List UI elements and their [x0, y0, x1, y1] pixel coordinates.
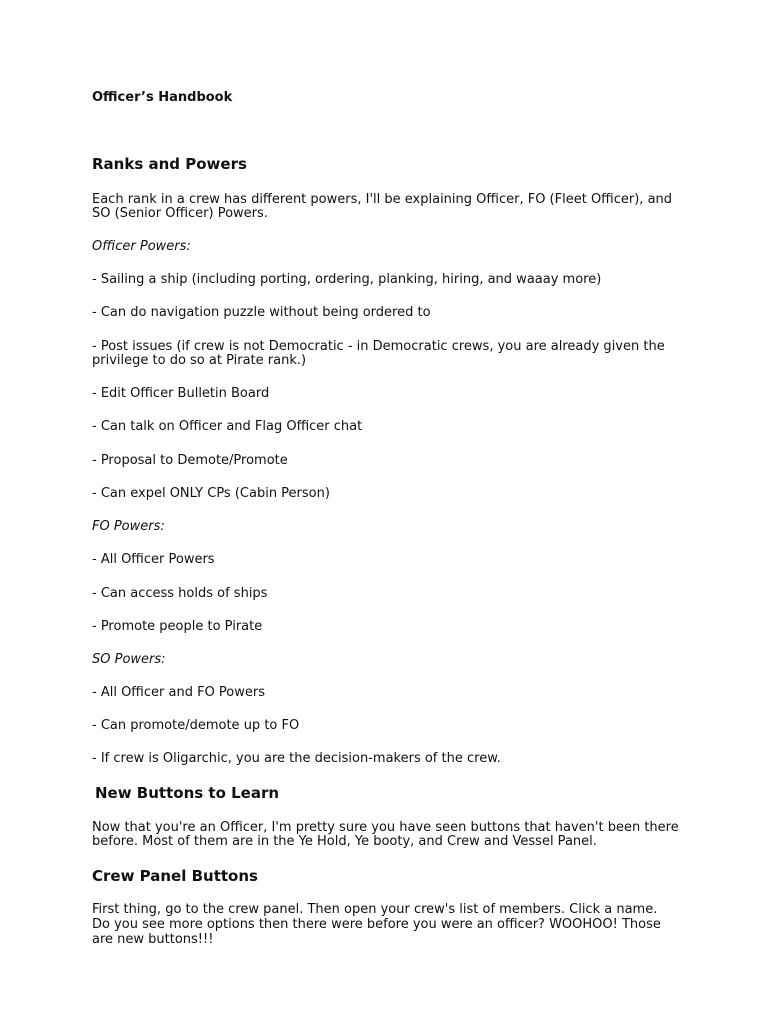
so-powers-label: SO Powers: — [92, 652, 166, 667]
ranks-intro-line-1: Each rank in a crew has different powers, I'll be explaining Officer, FO (Fleet Officer), and — [92, 192, 673, 207]
heading-new-buttons: New Buttons to Learn — [95, 784, 280, 802]
buttons-text-line-1: Now that you're an Officer, I'm pretty sure you have seen buttons that haven't been there — [92, 820, 679, 835]
officer-power-item: privilege to do so at Pirate rank.) — [92, 353, 307, 368]
crew-panel-text-line-3: are new buttons!!! — [92, 932, 214, 947]
officer-power-item: - Edit Officer Bulletin Board — [92, 386, 270, 401]
fo-power-item: - All Officer Powers — [92, 552, 215, 567]
officer-power-item: - Can expel ONLY CPs (Cabin Person) — [92, 486, 330, 501]
document-title: Officer’s Handbook — [92, 90, 233, 105]
heading-ranks-and-powers: Ranks and Powers — [92, 155, 247, 173]
fo-power-item: - Promote people to Pirate — [92, 619, 263, 634]
heading-crew-panel-buttons: Crew Panel Buttons — [92, 867, 258, 885]
so-power-item: - If crew is Oligarchic, you are the decision-makers of the crew. — [92, 751, 501, 766]
ranks-intro-line-2: SO (Senior Officer) Powers. — [92, 206, 268, 221]
fo-power-item: - Can access holds of ships — [92, 586, 268, 601]
crew-panel-text-line-2: Do you see more options then there were before you were an officer? WOOHOO! Those — [92, 917, 661, 932]
officer-power-item: - Proposal to Demote/Promote — [92, 453, 288, 468]
crew-panel-text-line-1: First thing, go to the crew panel. Then open your crew's list of members. Click a name. — [92, 902, 658, 917]
so-power-item: - All Officer and FO Powers — [92, 685, 266, 700]
buttons-text-line-2: before. Most of them are in the Ye Hold, Ye booty, and Crew and Vessel Panel. — [92, 834, 597, 849]
officer-powers-label: Officer Powers: — [92, 239, 191, 254]
fo-powers-label: FO Powers: — [92, 519, 165, 534]
so-power-item: - Can promote/demote up to FO — [92, 718, 300, 733]
officer-power-item: - Sailing a ship (including porting, ordering, planking, hiring, and waaay more) — [92, 272, 602, 287]
officer-power-item: - Can talk on Officer and Flag Officer chat — [92, 419, 363, 434]
officer-power-item: - Post issues (if crew is not Democratic - in Democratic crews, you are already given the — [92, 339, 665, 354]
officer-power-item: - Can do navigation puzzle without being ordered to — [92, 305, 431, 320]
